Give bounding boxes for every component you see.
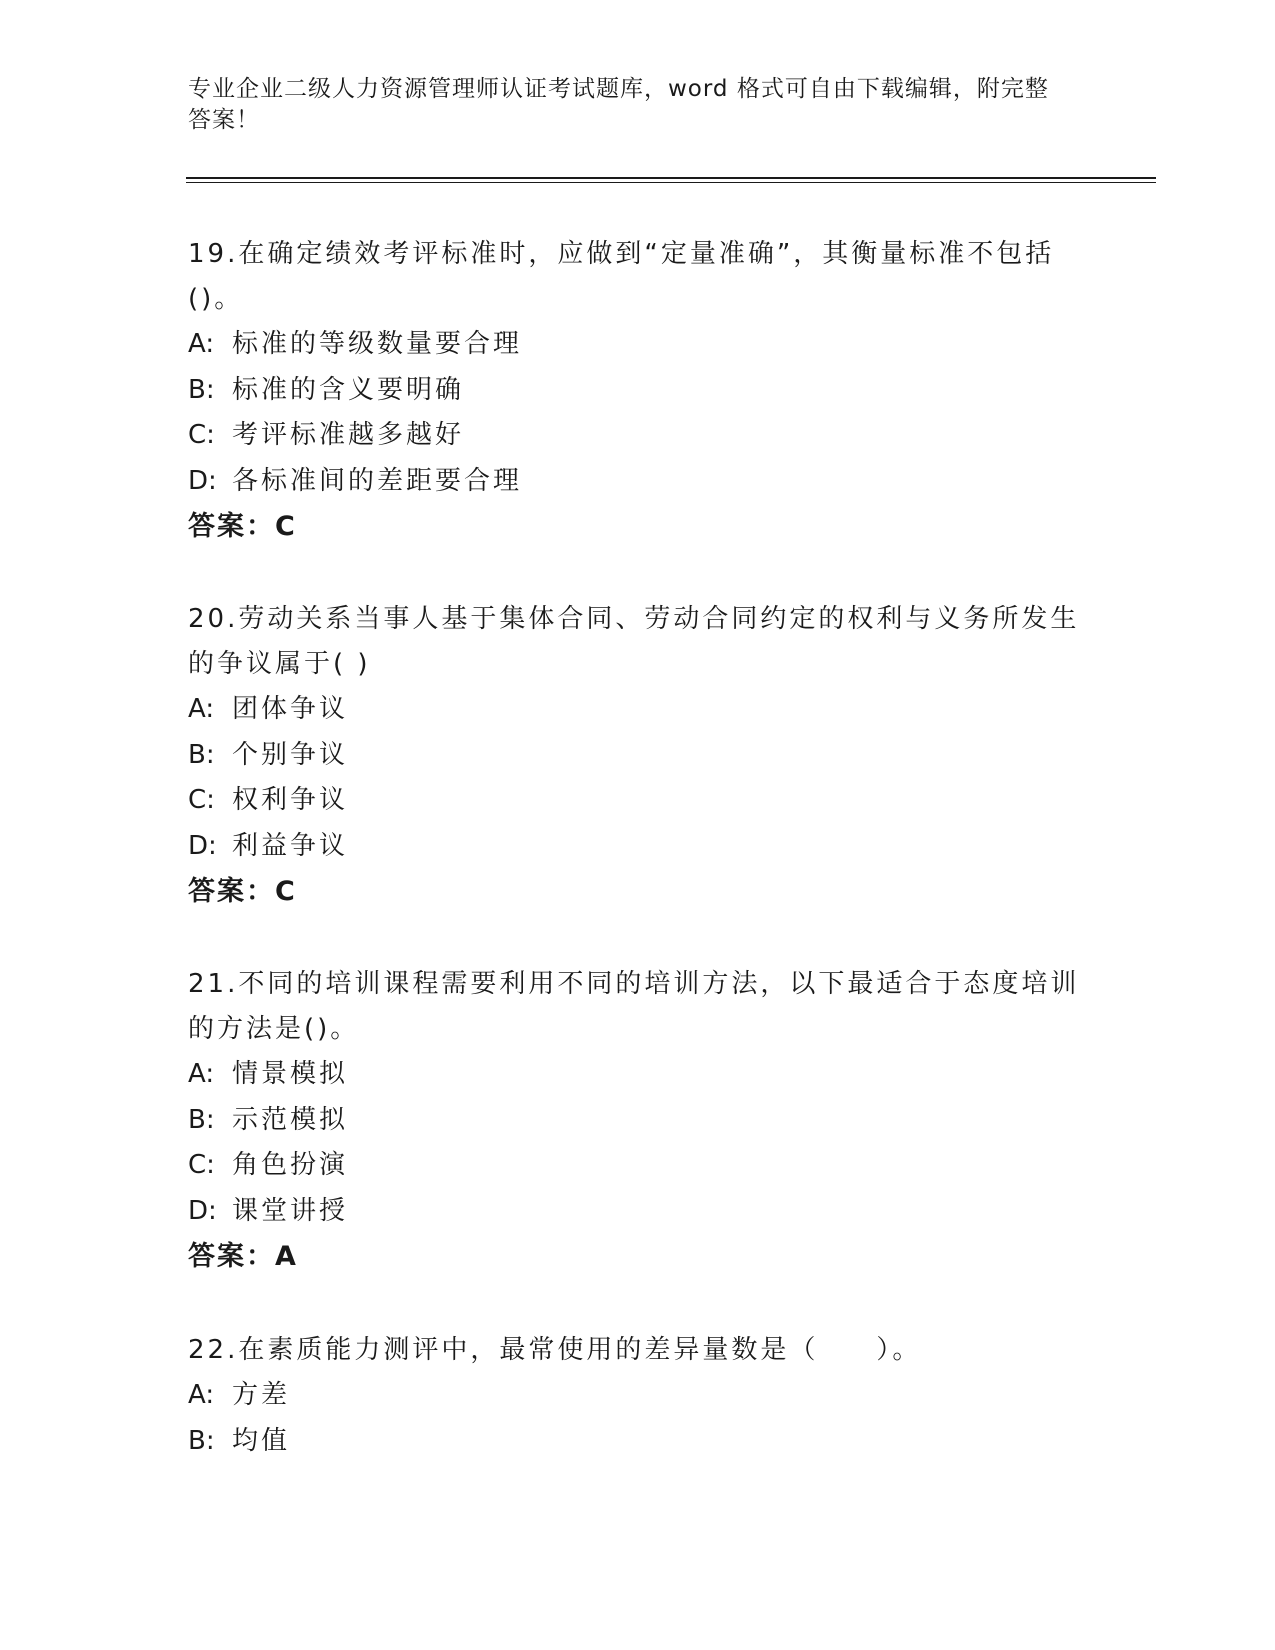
- option-text: 均值: [232, 1425, 291, 1456]
- option-d: [188, 824, 1088, 870]
- question-stem: 20.劳动关系当事人基于集体合同、劳动合同约定的权利与义务所发生的争议属于( ): [188, 604, 1080, 679]
- header-note: 专业企业二级人力资源管理师认证考试题库，word 格式可自由下载编辑，附完整答案！: [188, 76, 1049, 133]
- option-letter: C:: [188, 785, 215, 815]
- option-letter: A:: [188, 1380, 215, 1410]
- option-b: [188, 368, 1088, 414]
- answer-line: 答案：C: [188, 876, 297, 907]
- question-stem: 19.在确定绩效考评标准时，应做到“定量准确”，其衡量标准不包括()。: [188, 239, 1055, 314]
- option-text: 考评标准越多越好: [232, 420, 465, 450]
- option-b: [188, 1098, 1088, 1144]
- option-letter: A:: [188, 694, 215, 724]
- option-d: [188, 1189, 1088, 1235]
- question-22: [188, 1328, 1088, 1464]
- question-21: [188, 962, 1088, 1280]
- option-letter: C:: [188, 1150, 215, 1180]
- question-stem: 22.在素质能力测评中，最常使用的差异量数是（ ）。: [188, 1335, 922, 1365]
- option-text: 标准的含义要明确: [232, 374, 465, 405]
- option-text: 方差: [232, 1380, 291, 1410]
- option-text: 团体争议: [232, 694, 349, 724]
- option-text: 权利争议: [232, 785, 349, 815]
- option-text: 利益争议: [232, 830, 349, 861]
- option-letter: A:: [188, 329, 215, 359]
- option-letter: D:: [188, 465, 217, 496]
- question-19: [188, 232, 1088, 550]
- option-text: 各标准间的差距要合理: [232, 465, 523, 496]
- answer-line: 答案：C: [188, 511, 297, 542]
- option-letter: C:: [188, 420, 215, 450]
- question-20: [188, 597, 1088, 915]
- option-c: [188, 778, 1088, 824]
- option-text: 个别争议: [232, 739, 349, 770]
- option-text: 课堂讲授: [232, 1195, 349, 1226]
- option-a: [188, 687, 1088, 733]
- option-text: 示范模拟: [232, 1104, 349, 1135]
- option-text: 标准的等级数量要合理: [232, 329, 523, 359]
- option-d: [188, 459, 1088, 505]
- option-b: [188, 1419, 1088, 1465]
- option-letter: B:: [188, 1425, 215, 1456]
- option-letter: B:: [188, 1104, 215, 1135]
- option-letter: B:: [188, 739, 215, 770]
- option-text: 情景模拟: [232, 1059, 349, 1089]
- option-c: [188, 1143, 1088, 1189]
- header-divider-thick: [186, 177, 1156, 179]
- question-stem: 21.不同的培训课程需要利用不同的培训方法，以下最适合于态度培训的方法是()。: [188, 969, 1080, 1044]
- option-a: [188, 1052, 1088, 1098]
- option-text: 角色扮演: [232, 1150, 349, 1180]
- header-divider-thin: [186, 182, 1156, 183]
- option-a: [188, 322, 1088, 368]
- option-letter: D:: [188, 830, 217, 861]
- option-letter: A:: [188, 1059, 215, 1089]
- option-b: [188, 733, 1088, 779]
- answer-line: 答案：A: [188, 1241, 298, 1272]
- option-c: [188, 413, 1088, 459]
- option-a: [188, 1373, 1088, 1419]
- option-letter: B:: [188, 374, 215, 405]
- option-letter: D:: [188, 1195, 217, 1226]
